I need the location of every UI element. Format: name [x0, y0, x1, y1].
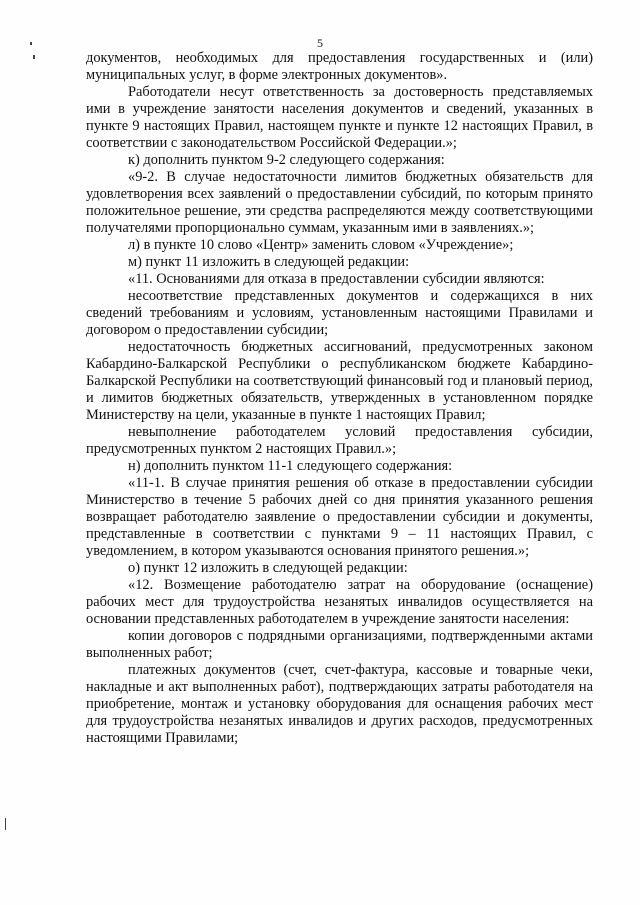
scan-mark: [33, 55, 35, 59]
document-body: [86, 50, 593, 747]
paragraph: «9-2. В случае недостаточности лимитов бюджетных обязательств для удовлетворения всех заявлений о предоставлении субсидий, по которым принято положительное решение, эти средства распределяются между соответствующими получателями пропорционально суммам, указанным ими в заявлениях.»;: [86, 169, 593, 236]
scan-mark: [5, 818, 6, 830]
paragraph: м) пункт 11 изложить в следующей редакции:: [128, 254, 410, 270]
paragraph: несоответствие представленных документов и содержащихся в них сведений требованиям и условиям, установленным настоящими Правилами и договором о предоставлении субсидии;: [86, 288, 593, 338]
paragraph: невыполнение работодателем условий предоставления субсидии, предусмотренных пунктом 2 настоящих Правил.»;: [86, 424, 593, 457]
paragraph: платежных документов (счет, счет-фактура, кассовые и товарные чеки, накладные и акт выполненных работ), подтверждающих затраты работодателя на приобретение, монтаж и установку оборудования для оснащения рабочих мест для трудоустройства незанятых инвалидов и других расходов, предусмотренных настоящими Правилами;: [86, 662, 593, 746]
paragraph: «11. Основаниями для отказа в предоставлении субсидии являются:: [128, 271, 545, 287]
paragraph: л) в пункте 10 слово «Центр» заменить словом «Учреждение»;: [128, 237, 514, 253]
paragraph: «12. Возмещение работодателю затрат на оборудование (оснащение) рабочих мест для трудоустройства незанятых инвалидов осуществляется на основании представленных работодателем в учреждение занятости населения:: [86, 577, 593, 627]
paragraph: копии договоров с подрядными организациями, подтвержденными актами выполненных работ;: [86, 628, 593, 661]
paragraph: Работодатели несут ответственность за достоверность представляемых ими в учреждение занятости населения документов и сведений, указанных в пункте 9 настоящих Правил, настоящем пункте и пункте 12 настоящих Правил, в соответствии с законодательством Российской Федерации.»;: [86, 84, 593, 151]
paragraph: документов, необходимых для предоставления государственных и (или) муниципальных услуг, в форме электронных документов».: [86, 50, 593, 83]
page-number: 5: [317, 36, 323, 50]
paragraph: «11-1. В случае принятия решения об отказе в предоставлении субсидии Министерство в течение 5 рабочих дней со дня принятия указанного решения возвращает работодателю заявление о предоставлении субсидии и документы, представленные в соответствии с пунктами 9 – 11 настоящих Правил, с уведомлением, в котором указываются основания принятого решения.»;: [86, 475, 593, 559]
paragraph: о) пункт 12 изложить в следующей редакции:: [128, 560, 408, 576]
paragraph: н) дополнить пунктом 11-1 следующего содержания:: [128, 458, 453, 474]
paragraph: к) дополнить пунктом 9-2 следующего содержания:: [128, 152, 445, 168]
paragraph: недостаточность бюджетных ассигнований, предусмотренных законом Кабардино-Балкарской Республики о республиканском бюджете Кабардино-Балкарской Республики на соответствующий финансовый год и плановый период, и лимитов бюджетных обязательств, утвержденных в установленном порядке Министерству на цели, указанные в пункте 1 настоящих Правил;: [86, 339, 593, 423]
